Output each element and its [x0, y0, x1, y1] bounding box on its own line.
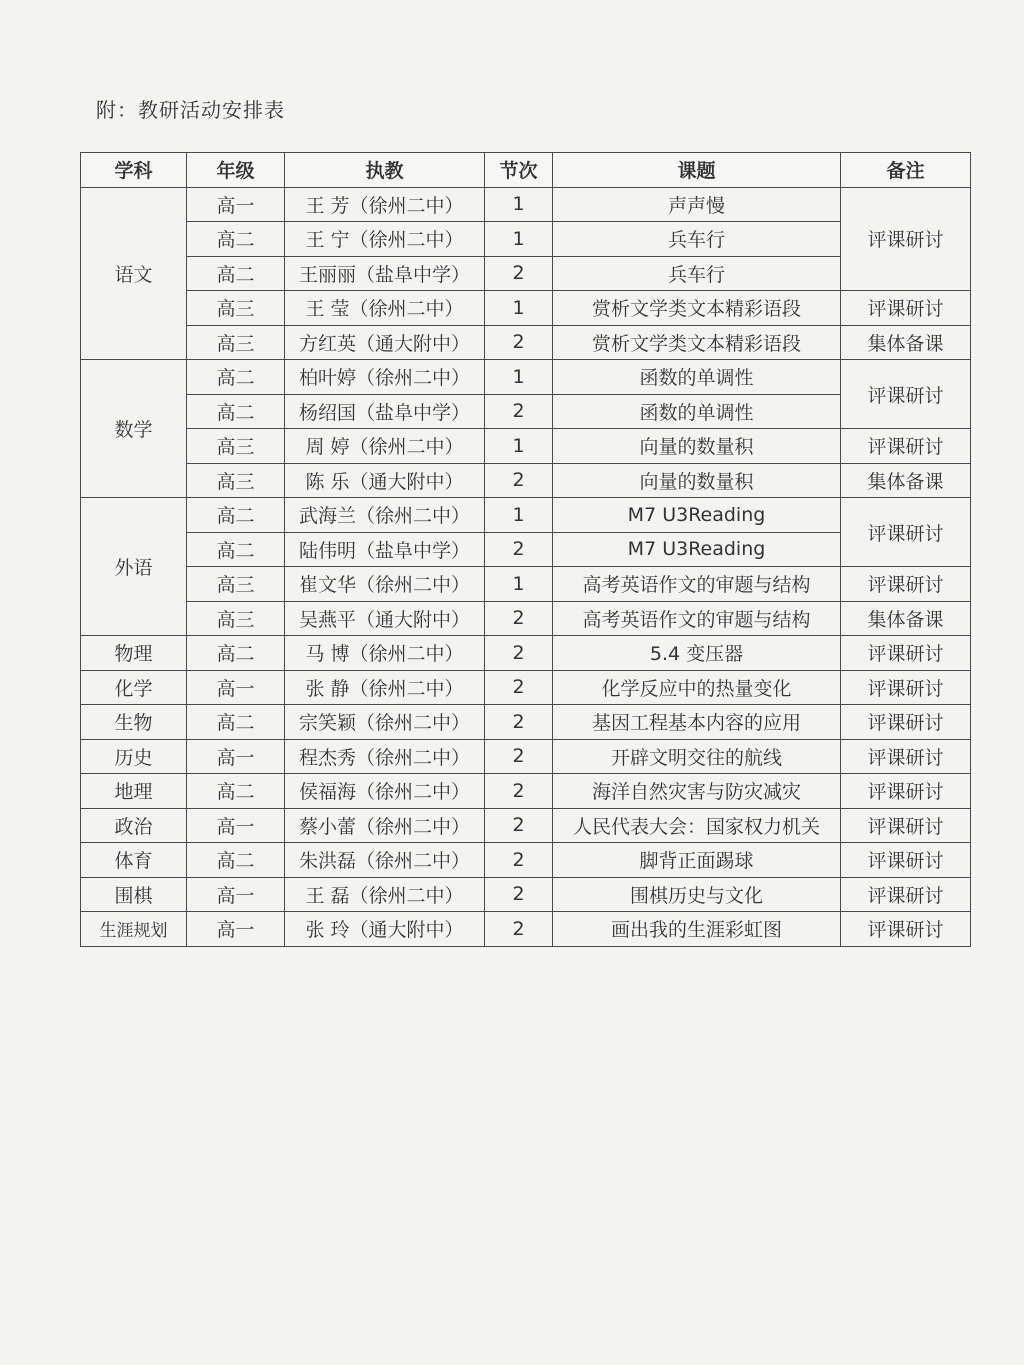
- note-cell: 评课研讨: [841, 705, 971, 740]
- subject-cell: 生涯规划: [81, 912, 187, 947]
- topic-cell: 海洋自然灾害与防灾减灾: [553, 774, 841, 809]
- subject-cell: 围棋: [81, 877, 187, 912]
- note-cell: 评课研讨: [841, 843, 971, 878]
- grade-cell: 高二: [187, 532, 285, 567]
- teacher-cell: 张 静（徐州二中）: [285, 670, 485, 705]
- subject-cell: 体育: [81, 843, 187, 878]
- note-cell: 集体备课: [841, 325, 971, 360]
- grade-cell: 高二: [187, 498, 285, 533]
- topic-cell: 脚背正面踢球: [553, 843, 841, 878]
- note-cell: 评课研讨: [841, 808, 971, 843]
- header-grade: 年级: [187, 153, 285, 188]
- teacher-cell: 宗笑颖（徐州二中）: [285, 705, 485, 740]
- grade-cell: 高二: [187, 394, 285, 429]
- header-subject: 学科: [81, 153, 187, 188]
- header-period: 节次: [485, 153, 553, 188]
- period-cell: 2: [485, 636, 553, 671]
- grade-cell: 高二: [187, 636, 285, 671]
- note-cell: 评课研讨: [841, 187, 971, 291]
- teacher-cell: 方红英（通大附中）: [285, 325, 485, 360]
- page-title: 附：教研活动安排表: [96, 98, 285, 122]
- period-cell: 2: [485, 774, 553, 809]
- topic-cell: 函数的单调性: [553, 360, 841, 395]
- topic-cell: 画出我的生涯彩虹图: [553, 912, 841, 947]
- topic-cell: 围棋历史与文化: [553, 877, 841, 912]
- note-cell: 评课研讨: [841, 739, 971, 774]
- topic-cell: 人民代表大会：国家权力机关: [553, 808, 841, 843]
- period-cell: 1: [485, 498, 553, 533]
- teacher-cell: 王丽丽（盐阜中学）: [285, 256, 485, 291]
- period-cell: 1: [485, 429, 553, 464]
- topic-cell: 高考英语作文的审题与结构: [553, 601, 841, 636]
- subject-cell: 历史: [81, 739, 187, 774]
- subject-cell: 外语: [81, 498, 187, 636]
- teacher-cell: 杨绍国（盐阜中学）: [285, 394, 485, 429]
- grade-cell: 高三: [187, 291, 285, 326]
- note-cell: 评课研讨: [841, 429, 971, 464]
- grade-cell: 高二: [187, 256, 285, 291]
- table-row: [81, 360, 971, 395]
- period-cell: 2: [485, 325, 553, 360]
- table-row: [81, 739, 971, 774]
- teacher-cell: 张 玲（通大附中）: [285, 912, 485, 947]
- note-cell: 评课研讨: [841, 567, 971, 602]
- grade-cell: 高一: [187, 912, 285, 947]
- note-cell: 评课研讨: [841, 774, 971, 809]
- table-row: [81, 394, 971, 429]
- period-cell: 2: [485, 256, 553, 291]
- grade-cell: 高一: [187, 808, 285, 843]
- table-row: [81, 532, 971, 567]
- schedule-table: [80, 152, 971, 947]
- teacher-cell: 吴燕平（通大附中）: [285, 601, 485, 636]
- teacher-cell: 蔡小蕾（徐州二中）: [285, 808, 485, 843]
- note-cell: 评课研讨: [841, 291, 971, 326]
- subject-cell: 语文: [81, 187, 187, 360]
- topic-cell: 赏析文学类文本精彩语段: [553, 325, 841, 360]
- header-note: 备注: [841, 153, 971, 188]
- grade-cell: 高三: [187, 429, 285, 464]
- table-row: [81, 325, 971, 360]
- period-cell: 1: [485, 567, 553, 602]
- subject-cell: 政治: [81, 808, 187, 843]
- period-cell: 2: [485, 463, 553, 498]
- topic-cell: 高考英语作文的审题与结构: [553, 567, 841, 602]
- table-row: [81, 670, 971, 705]
- teacher-cell: 陆伟明（盐阜中学）: [285, 532, 485, 567]
- topic-cell: 5.4 变压器: [553, 636, 841, 671]
- subject-cell: 物理: [81, 636, 187, 671]
- table-row: [81, 256, 971, 291]
- topic-cell: 函数的单调性: [553, 394, 841, 429]
- grade-cell: 高二: [187, 774, 285, 809]
- grade-cell: 高二: [187, 705, 285, 740]
- note-cell: 评课研讨: [841, 912, 971, 947]
- period-cell: 1: [485, 291, 553, 326]
- table-row: [81, 222, 971, 257]
- topic-cell: 化学反应中的热量变化: [553, 670, 841, 705]
- subject-cell: 数学: [81, 360, 187, 498]
- period-cell: 2: [485, 670, 553, 705]
- table-header-row: [81, 153, 971, 188]
- topic-cell: 向量的数量积: [553, 463, 841, 498]
- header-topic: 课题: [553, 153, 841, 188]
- table-row: [81, 291, 971, 326]
- table-row: [81, 463, 971, 498]
- teacher-cell: 侯福海（徐州二中）: [285, 774, 485, 809]
- table-row: [81, 843, 971, 878]
- teacher-cell: 王 芳（徐州二中）: [285, 187, 485, 222]
- period-cell: 2: [485, 877, 553, 912]
- table-row: [81, 636, 971, 671]
- teacher-cell: 马 博（徐州二中）: [285, 636, 485, 671]
- grade-cell: 高三: [187, 567, 285, 602]
- topic-cell: 开辟文明交往的航线: [553, 739, 841, 774]
- grade-cell: 高二: [187, 222, 285, 257]
- teacher-cell: 王 宁（徐州二中）: [285, 222, 485, 257]
- teacher-cell: 朱洪磊（徐州二中）: [285, 843, 485, 878]
- grade-cell: 高二: [187, 360, 285, 395]
- period-cell: 2: [485, 532, 553, 567]
- grade-cell: 高一: [187, 670, 285, 705]
- table-row: [81, 567, 971, 602]
- table-row: [81, 429, 971, 464]
- subject-cell: 生物: [81, 705, 187, 740]
- table-row: [81, 705, 971, 740]
- table-row: [81, 774, 971, 809]
- grade-cell: 高二: [187, 843, 285, 878]
- grade-cell: 高一: [187, 877, 285, 912]
- grade-cell: 高三: [187, 601, 285, 636]
- subject-cell: 地理: [81, 774, 187, 809]
- topic-cell: 兵车行: [553, 256, 841, 291]
- teacher-cell: 崔文华（徐州二中）: [285, 567, 485, 602]
- grade-cell: 高三: [187, 463, 285, 498]
- period-cell: 2: [485, 739, 553, 774]
- teacher-cell: 武海兰（徐州二中）: [285, 498, 485, 533]
- topic-cell: 赏析文学类文本精彩语段: [553, 291, 841, 326]
- grade-cell: 高三: [187, 325, 285, 360]
- teacher-cell: 周 婷（徐州二中）: [285, 429, 485, 464]
- note-cell: 评课研讨: [841, 877, 971, 912]
- period-cell: 2: [485, 843, 553, 878]
- note-cell: 集体备课: [841, 601, 971, 636]
- note-cell: 评课研讨: [841, 636, 971, 671]
- period-cell: 1: [485, 360, 553, 395]
- subject-cell: 化学: [81, 670, 187, 705]
- table-row: [81, 808, 971, 843]
- table-row: [81, 498, 971, 533]
- teacher-cell: 王 磊（徐州二中）: [285, 877, 485, 912]
- period-cell: 2: [485, 601, 553, 636]
- period-cell: 1: [485, 187, 553, 222]
- period-cell: 2: [485, 394, 553, 429]
- topic-cell: 向量的数量积: [553, 429, 841, 464]
- header-teacher: 执教: [285, 153, 485, 188]
- note-cell: 集体备课: [841, 463, 971, 498]
- grade-cell: 高一: [187, 739, 285, 774]
- teacher-cell: 柏叶婷（徐州二中）: [285, 360, 485, 395]
- grade-cell: 高一: [187, 187, 285, 222]
- topic-cell: 兵车行: [553, 222, 841, 257]
- period-cell: 2: [485, 705, 553, 740]
- topic-cell: 声声慢: [553, 187, 841, 222]
- teacher-cell: 程杰秀（徐州二中）: [285, 739, 485, 774]
- table-row: [81, 187, 971, 222]
- period-cell: 2: [485, 808, 553, 843]
- teacher-cell: 王 莹（徐州二中）: [285, 291, 485, 326]
- topic-cell: M7 U3Reading: [553, 498, 841, 533]
- note-cell: 评课研讨: [841, 670, 971, 705]
- period-cell: 1: [485, 222, 553, 257]
- teacher-cell: 陈 乐（通大附中）: [285, 463, 485, 498]
- note-cell: 评课研讨: [841, 360, 971, 429]
- note-cell: 评课研讨: [841, 498, 971, 567]
- topic-cell: M7 U3Reading: [553, 532, 841, 567]
- table-row: [81, 877, 971, 912]
- period-cell: 2: [485, 912, 553, 947]
- table-row: [81, 912, 971, 947]
- topic-cell: 基因工程基本内容的应用: [553, 705, 841, 740]
- table-row: [81, 601, 971, 636]
